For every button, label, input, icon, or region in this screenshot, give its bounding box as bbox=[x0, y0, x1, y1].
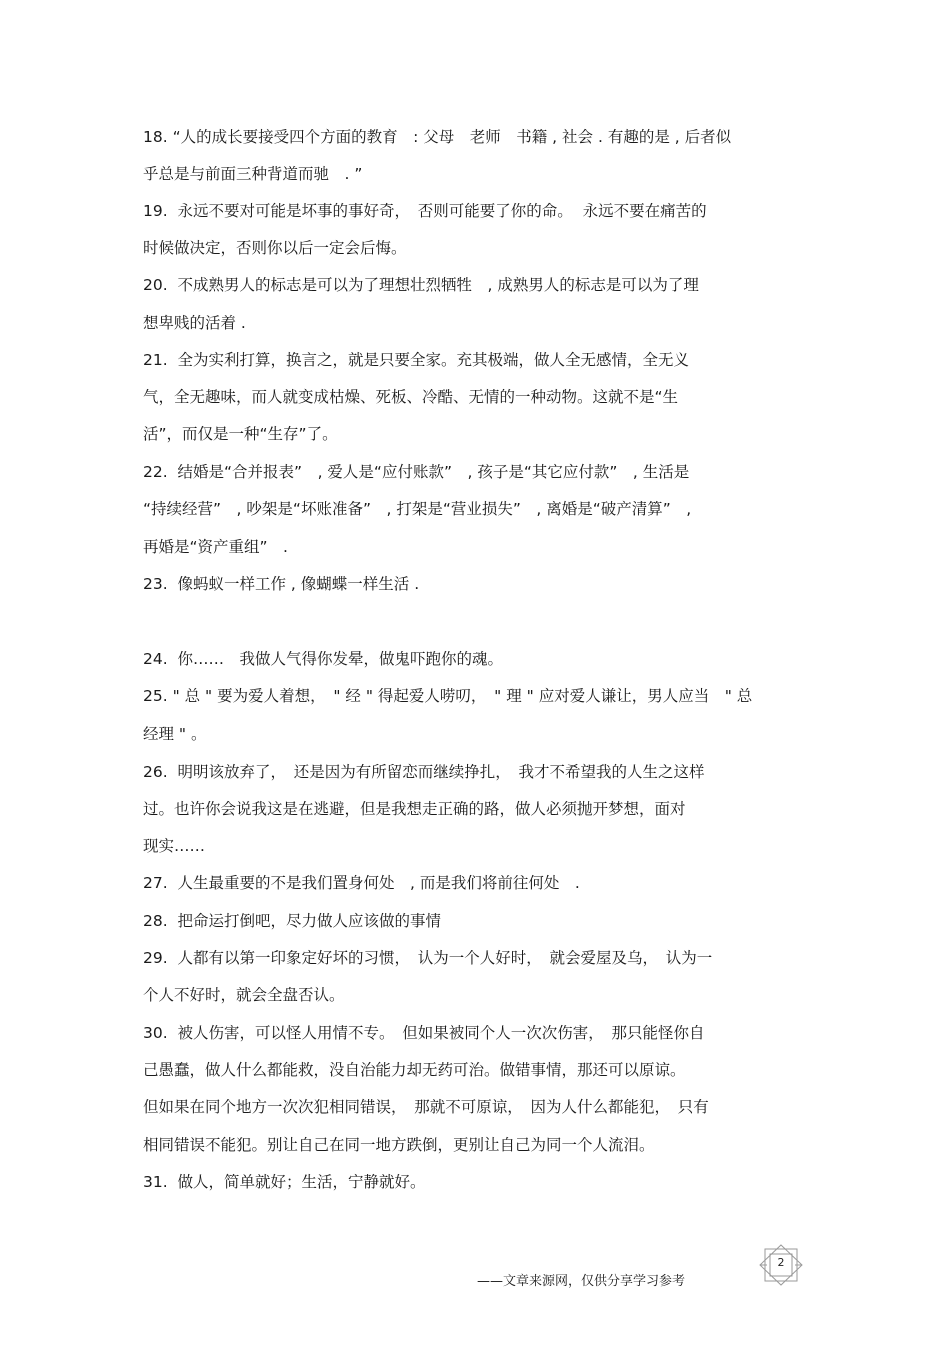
text-line: 过。也许你会说我这是在逃避，但是我想走正确的路，做人必须抛开梦想，面对 bbox=[143, 800, 686, 818]
text-line: 26. 明明该放弃了， 还是因为有所留恋而继续挣扎， 我才不希望我的人生之这样 bbox=[143, 763, 705, 781]
text-line: 31. 做人，简单就好；生活，宁静就好。 bbox=[143, 1173, 426, 1191]
text-line: 相同错误不能犯。别让自己在同一地方跌倒，更别让自己为同一个人流泪。 bbox=[143, 1136, 655, 1154]
text-line: 个人不好时，就会全盘否认。 bbox=[143, 986, 345, 1004]
text-line: 27. 人生最重要的不是我们置身何处 , 而是我们将前往何处 . bbox=[143, 874, 580, 892]
text-line: 再婚是“资产重组” . bbox=[143, 538, 288, 556]
text-line: 22. 结婚是“合并报表” , 爱人是“应付账款” , 孩子是“其它应付款” , 生活是 bbox=[143, 463, 690, 481]
text-line: “持续经营” , 吵架是“坏账准备” , 打架是“营业损失” , 离婚是“破产清算” , bbox=[143, 500, 692, 518]
text-line: 28. 把命运打倒吧，尽力做人应该做的事情 bbox=[143, 912, 442, 930]
text-line: 时候做决定，否则你以后一定会后悔。 bbox=[143, 239, 407, 257]
text-line: 29. 人都有以第一印象定好坏的习惯， 认为一个人好时， 就会爱屋及乌， 认为一 bbox=[143, 949, 713, 967]
text-line: 现实…… bbox=[143, 837, 206, 855]
text-line: 24. 你…… 我做人气得你发晕，做鬼吓跑你的魂。 bbox=[143, 650, 504, 668]
text-line: 但如果在同个地方一次次犯相同错误， 那就不可原谅， 因为人什么都能犯， 只有 bbox=[143, 1098, 709, 1116]
text-line: 23. 像蚂蚁一样工作 , 像蝴蝶一样生活 . bbox=[143, 575, 420, 593]
text-line: 21. 全为实利打算，换言之，就是只要全家。充其极端，做人全无感情，全无义 bbox=[143, 351, 690, 369]
text-line: 想卑贱的活着 . bbox=[143, 314, 246, 332]
text-line: 25. " 总 " 要为爱人着想， " 经 " 得起爱人唠叨， " 理 " 应对爱人谦让，男人应当 " 总 bbox=[143, 687, 753, 705]
text-line: 气，全无趣味，而人就变成枯燥、死板、冷酷、无情的一种动物。这就不是“生 bbox=[143, 388, 679, 406]
page-number: 2 bbox=[777, 1256, 785, 1269]
text-line: 19. 永远不要对可能是坏事的事好奇， 否则可能要了你的命。 永远不要在痛苦的 bbox=[143, 202, 707, 220]
text-line: 18. “人的成长要接受四个方面的教育 : 父母 老师 书籍 , 社会 . 有趣的是 , 后者似 bbox=[143, 128, 732, 146]
text-line: 经理 " 。 bbox=[143, 725, 207, 743]
text-line: 活”，而仅是一种“生存”了。 bbox=[143, 425, 338, 443]
footer-source-text: ——文章来源网，仅供分享学习参考 bbox=[477, 1274, 686, 1289]
text-line: 20. 不成熟男人的标志是可以为了理想壮烈牺牲 , 成熟男人的标志是可以为了理 bbox=[143, 276, 699, 294]
text-line: 己愚蠢，做人什么都能救，没自治能力却无药可治。做错事情，那还可以原谅。 bbox=[143, 1061, 686, 1079]
text-line: 30. 被人伤害，可以怪人用情不专。 但如果被同个人一次次伤害， 那只能怪你自 bbox=[143, 1024, 705, 1042]
text-line: 乎总是与前面三种背道而驰 . ” bbox=[143, 165, 363, 183]
